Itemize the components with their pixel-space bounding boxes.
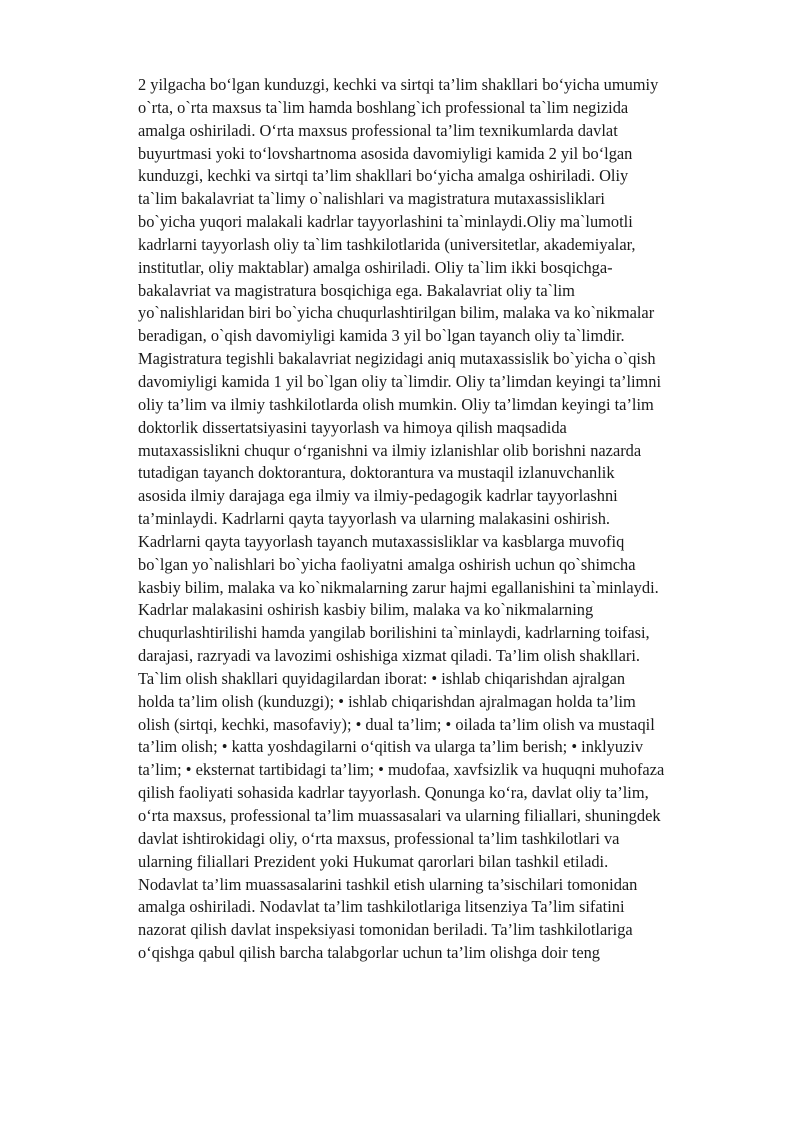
- text-line: ta`lim bakalavriat ta`limy o`nalishlari va magistratura mutaxassisliklari: [138, 189, 605, 209]
- text-line: doktorlik dissertatsiyasini tayyorlash va himoya qilish maqsadida: [138, 417, 567, 437]
- text-line: asosida ilmiy darajaga ega ilmiy va ilmiy-pedagogik kadrlar tayyorlashni: [138, 486, 618, 506]
- text-line: ta’lim; • eksternat tartibidagi ta’lim; • mudofaa, xavfsizlik va huquqni muhofaza: [138, 760, 665, 780]
- text-line: kasbiy bilim, malaka va ko`nikmalarning zarur hajmi egallanishini ta`minlaydi.: [138, 577, 659, 597]
- text-line: amalga oshiriladi. Nodavlat ta’lim tashkilotlariga litsenziya Ta’lim sifatini: [138, 897, 625, 917]
- text-line: ta’lim olish; • katta yoshdagilarni o‘qitish va ularga ta’lim berish; • inklyuziv: [138, 737, 644, 757]
- text-line: Magistratura tegishli bakalavriat negizidagi aniq mutaxassislik bo`yicha o`qish: [138, 349, 656, 369]
- text-line: Kadrlar malakasini oshirish kasbiy bilim, malaka va ko`nikmalarning: [138, 600, 594, 620]
- text-line: darajasi, razryadi va lavozimi oshishiga xizmat qiladi. Ta’lim olish shakllari.: [138, 646, 640, 666]
- text-line: tutadigan tayanch doktorantura, doktorantura va mustaqil izlanuvchanlik: [138, 463, 615, 483]
- text-line: kunduzgi, kechki va sirtqi ta’lim shakllari bo‘yicha amalga oshiriladi. Oliy: [138, 166, 629, 186]
- text-line: ularning filiallari Prezident yoki Hukumat qarorlari bilan tashkil etiladi.: [138, 851, 609, 871]
- text-line: davlat ishtirokidagi oliy, o‘rta maxsus, professional ta’lim tashkilotlari va: [138, 828, 620, 848]
- text-line: olish (sirtqi, kechki, masofaviy); • dual ta’lim; • oilada ta’lim olish va mustaqil: [138, 714, 655, 734]
- text-line: bo`yicha yuqori malakali kadrlar tayyorlashini ta`minlaydi.Oliy ma`lumotli: [138, 212, 633, 232]
- text-line: o`rta, o`rta maxsus ta`lim hamda boshlang`ich professional ta`lim negizida: [138, 97, 629, 117]
- text-line: amalga oshiriladi. O‘rta maxsus professional ta’lim texnikumlarda davlat: [138, 120, 618, 140]
- text-line: bo`lgan yo`nalishlari bo`yicha faoliyatni amalga oshirish uchun qo`shimcha: [138, 554, 636, 574]
- text-line: o‘rta maxsus, professional ta’lim muassasalari va ularning filiallari, shuningdek: [138, 806, 661, 825]
- text-line: institutlar, oliy maktablar) amalga oshiriladi. Oliy ta`lim ikki bosqichga-: [138, 257, 613, 277]
- text-line: davomiyligi kamida 1 yil bo`lgan oliy ta`limdir. Oliy ta’limdan keyingi ta’limni: [138, 371, 662, 391]
- body-paragraph: [138, 74, 778, 965]
- text-line: beradigan, o`qish davomiyligi kamida 3 yil bo`lgan tayanch oliy ta`limdir.: [138, 326, 625, 346]
- text-line: buyurtmasi yoki to‘lovshartnoma asosida davomiyligi kamida 2 yil bo‘lgan: [138, 143, 633, 163]
- text-line: holda ta’lim olish (kunduzgi); • ishlab chiqarishdan ajralmagan holda ta’lim: [138, 691, 636, 711]
- text-line: nazorat qilish davlat inspeksiyasi tomonidan beriladi. Ta’lim tashkilotlariga: [138, 920, 633, 940]
- text-line: qilish faoliyati sohasida kadrlar tayyorlash. Qonunga ko‘ra, davlat oliy ta’lim,: [138, 783, 649, 803]
- text-line: chuqurlashtirilishi hamda yangilab borilishini ta`minlaydi, kadrlarning toifasi,: [138, 623, 650, 643]
- text-line: Nodavlat ta’lim muassasalarini tashkil etish ularning ta’sischilari tomonidan: [138, 874, 638, 894]
- text-line: oliy ta’lim va ilmiy tashkilotlarda olish mumkin. Oliy ta’limdan keyingi ta’lim: [138, 394, 654, 414]
- text-line: kadrlarni tayyorlash oliy ta`lim tashkilotlarida (universitetlar, akademiyalar,: [138, 234, 636, 254]
- text-line: Kadrlarni qayta tayyorlash tayanch mutaxassisliklar va kasblarga muvofiq: [138, 531, 625, 551]
- text-line: ta’minlaydi. Kadrlarni qayta tayyorlash va ularning malakasini oshirish.: [138, 509, 611, 529]
- text-line: Ta`lim olish shakllari quyidagilardan iborat: • ishlab chiqarishdan ajralgan: [138, 668, 626, 688]
- text-line: 2 yilgacha bo‘lgan kunduzgi, kechki va sirtqi ta’lim shakllari bo‘yicha umumiy: [138, 75, 659, 94]
- text-line: mutaxassislikni chuqur o‘rganishni va ilmiy izlanishlar olib borishni nazarda: [138, 440, 642, 460]
- text-line: yo`nalishlaridan biri bo`yicha chuqurlashtirilgan bilim, malaka va ko`nikmalar: [138, 303, 655, 323]
- text-line: bakalavriat va magistratura bosqichiga ega. Bakalavriat oliy ta`lim: [138, 280, 575, 300]
- text-line: o‘qishga qabul qilish barcha talabgorlar uchun ta’lim olishga doir teng: [138, 943, 601, 963]
